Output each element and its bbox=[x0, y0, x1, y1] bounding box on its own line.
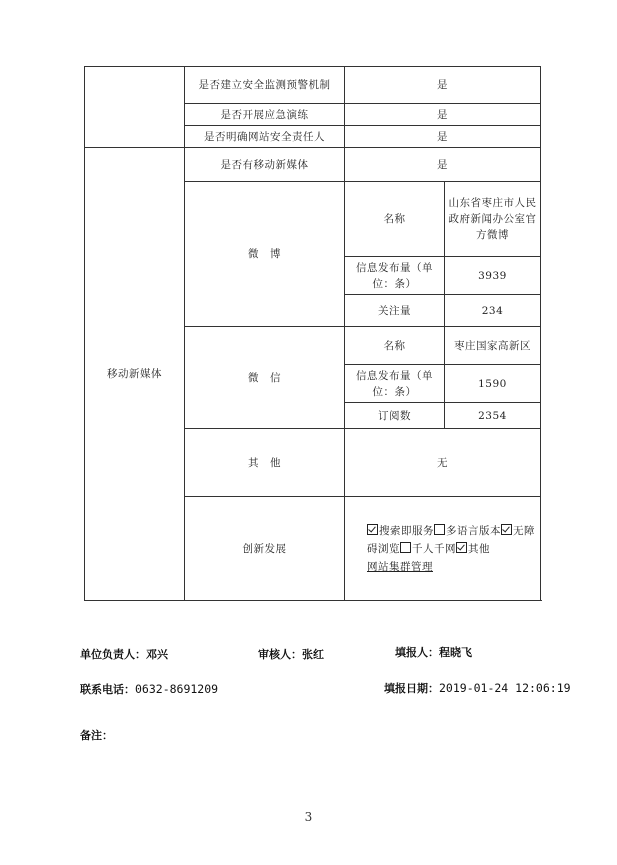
weibo-label: 微 博 bbox=[185, 182, 345, 327]
weixin-name-value: 枣庄国家高新区 bbox=[445, 327, 541, 365]
phone-value: 0632-8691209 bbox=[135, 682, 219, 696]
date-line bbox=[384, 680, 571, 696]
innovation-other-text: 网站集群管理 bbox=[367, 560, 433, 573]
phone-label: 联系电话： bbox=[80, 683, 135, 696]
checkbox-checked-icon[interactable] bbox=[367, 524, 378, 535]
option-personalized[interactable]: 千人千网 bbox=[400, 543, 456, 555]
filler-line bbox=[395, 644, 472, 660]
table-row bbox=[85, 67, 541, 104]
reviewer-value: 张红 bbox=[302, 648, 324, 661]
mobile-section-label: 移动新媒体 bbox=[85, 148, 185, 601]
report-table bbox=[84, 66, 541, 601]
innovation-options bbox=[345, 497, 541, 601]
weibo-follow-value: 234 bbox=[445, 295, 541, 327]
section-cell-empty bbox=[85, 67, 185, 148]
weibo-follow-label: 关注量 bbox=[345, 295, 445, 327]
weibo-name-label: 名称 bbox=[345, 182, 445, 257]
row-value: 是 bbox=[345, 104, 541, 126]
weixin-label: 微 信 bbox=[185, 327, 345, 429]
unit-head-line bbox=[80, 646, 168, 662]
unit-head-value: 邓兴 bbox=[146, 648, 168, 661]
filler-value: 程晓飞 bbox=[439, 646, 472, 659]
checkbox-checked-icon[interactable] bbox=[501, 524, 512, 535]
reviewer-label: 审核人： bbox=[258, 648, 302, 661]
has-mobile-value: 是 bbox=[345, 148, 541, 182]
checkbox-checked-icon[interactable] bbox=[456, 542, 467, 553]
weixin-count-value: 1590 bbox=[445, 365, 541, 403]
weibo-name-value: 山东省枣庄市人民政府新闻办公室官方微博 bbox=[445, 182, 541, 257]
weixin-sub-label: 订阅数 bbox=[345, 403, 445, 429]
innovation-section-label: 创新发展 bbox=[185, 497, 345, 601]
row-value: 是 bbox=[345, 126, 541, 148]
weibo-count-label: 信息发布量（单位：条） bbox=[345, 257, 445, 295]
checkbox-unchecked-icon[interactable] bbox=[434, 524, 445, 535]
filler-label: 填报人： bbox=[395, 646, 439, 659]
remark-label: 备注： bbox=[80, 729, 113, 742]
option-search-as-service[interactable]: 搜索即服务 bbox=[367, 525, 434, 537]
weixin-count-label: 信息发布量（单位：条） bbox=[345, 365, 445, 403]
weibo-count-value: 3939 bbox=[445, 257, 541, 295]
reviewer-line bbox=[258, 646, 324, 662]
date-label: 填报日期： bbox=[384, 682, 439, 695]
row-value: 是 bbox=[345, 67, 541, 104]
other-label: 其 他 bbox=[185, 429, 345, 497]
table-row bbox=[85, 148, 541, 182]
row-label: 是否明确网站安全责任人 bbox=[185, 126, 345, 148]
checkbox-unchecked-icon[interactable] bbox=[400, 542, 411, 553]
has-mobile-label: 是否有移动新媒体 bbox=[185, 148, 345, 182]
date-value: 2019-01-24 12:06:19 bbox=[439, 681, 571, 695]
weixin-name-label: 名称 bbox=[345, 327, 445, 365]
row-label: 是否建立安全监测预警机制 bbox=[185, 67, 345, 104]
unit-head-label: 单位负责人： bbox=[80, 648, 146, 661]
other-value: 无 bbox=[345, 429, 541, 497]
page-number: 3 bbox=[304, 810, 313, 824]
row-label: 是否开展应急演练 bbox=[185, 104, 345, 126]
option-other[interactable]: 其他 bbox=[456, 543, 490, 555]
weixin-sub-value: 2354 bbox=[445, 403, 541, 429]
option-multilanguage[interactable]: 多语言版本 bbox=[434, 525, 501, 537]
phone-line bbox=[80, 681, 218, 697]
option-accessibility[interactable]: 无障碍浏览 bbox=[367, 524, 535, 555]
